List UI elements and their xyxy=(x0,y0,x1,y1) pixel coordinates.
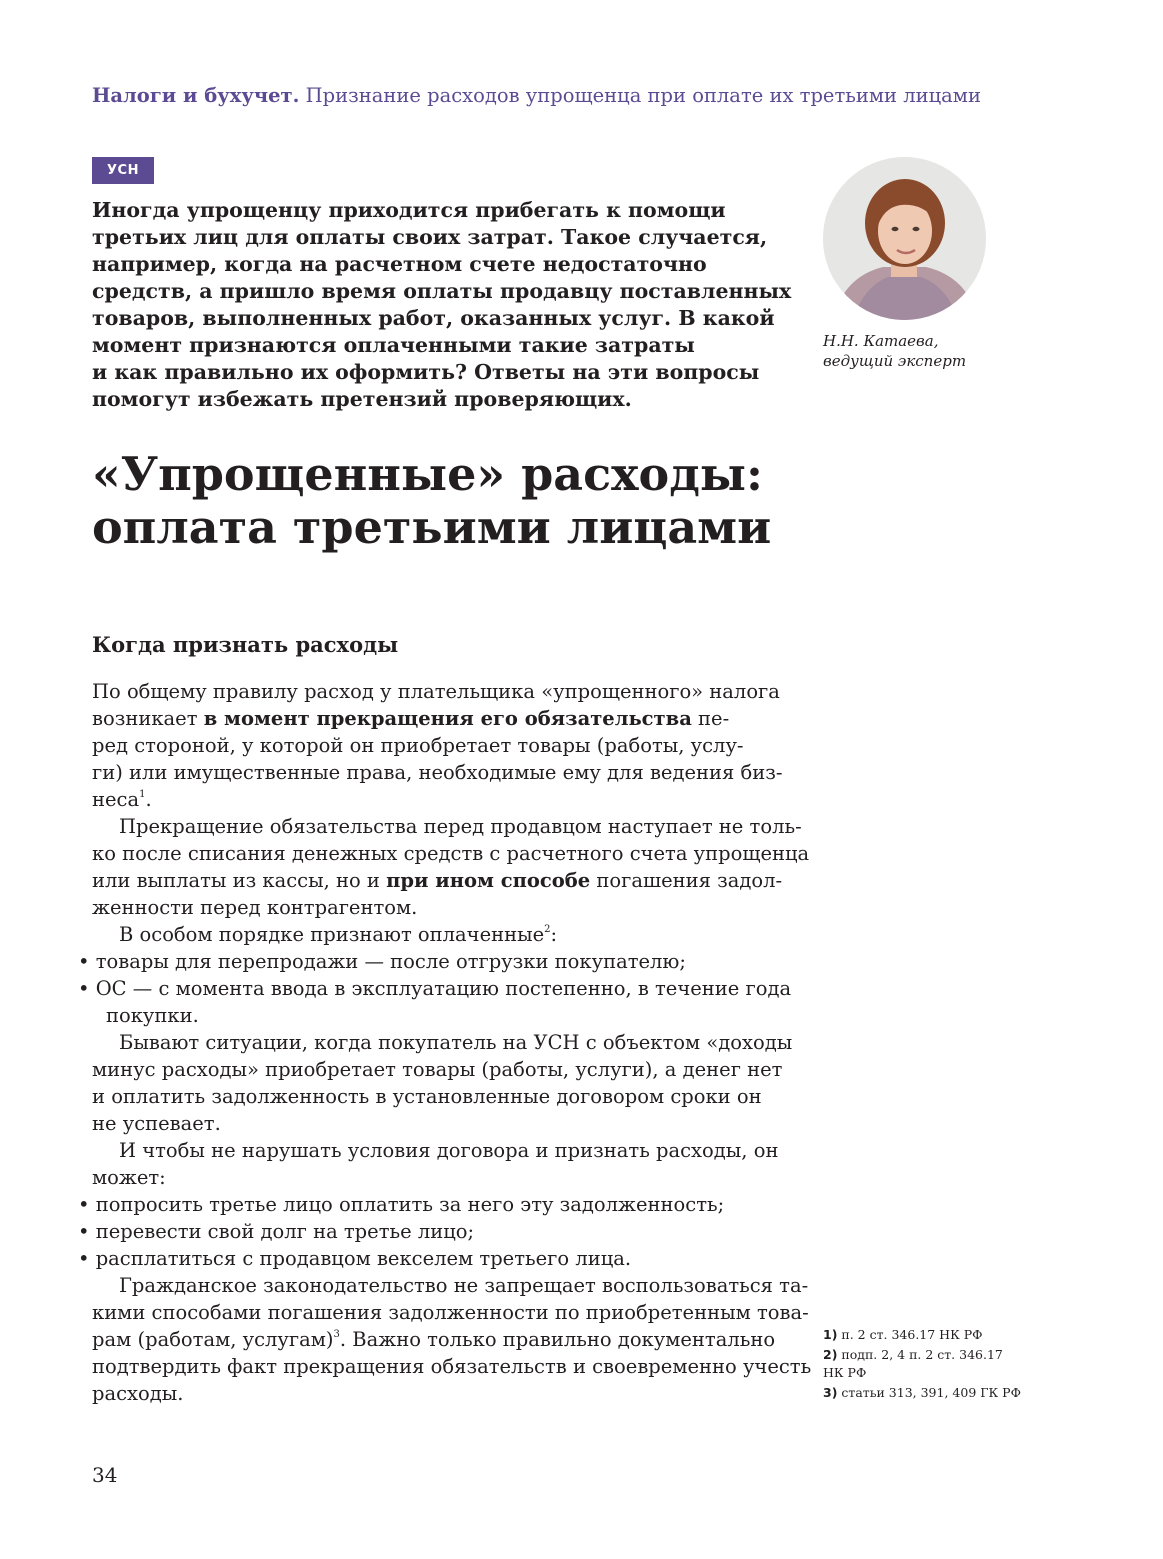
body-line: расходы. xyxy=(92,1382,184,1405)
body-line: ред стороной, у которой он приобретает товары (работы, услу- xyxy=(92,734,744,757)
body-line: не успевает. xyxy=(92,1112,221,1135)
lead-line: средств, а пришло время оплаты продавцу поставленных xyxy=(92,279,792,303)
footnote xyxy=(823,1384,1043,1402)
body-line xyxy=(92,1326,792,1353)
lead-line: третьих лиц для оплаты своих затрат. Такое случается, xyxy=(92,225,768,249)
footnote-text-continuation: НК РФ xyxy=(823,1365,867,1380)
text: . xyxy=(145,788,152,811)
footnote-number: 1) xyxy=(823,1327,838,1342)
text: неса xyxy=(92,788,140,811)
body-line xyxy=(92,921,792,948)
section-heading: Когда признать расходы xyxy=(92,632,399,657)
text: . Важно только правильно документально xyxy=(339,1328,776,1351)
body-line: минус расходы» приобретает товары (работы, услуги), а денег нет xyxy=(92,1058,783,1081)
author-position: ведущий эксперт xyxy=(823,352,967,370)
body-line: ги) или имущественные права, необходимые ему для ведения биз- xyxy=(92,761,783,784)
footnote-ref: 3 xyxy=(333,1329,340,1340)
list-item: • перевести свой долг на третье лицо; xyxy=(78,1220,475,1243)
author-name: Н.Н. Катаева, xyxy=(823,332,939,350)
text: пе- xyxy=(691,707,730,730)
list-item: • попросить третье лицо оплатить за него эту задолженность; xyxy=(78,1193,725,1216)
text: : xyxy=(550,923,558,946)
header-section: Налоги и бухучет. xyxy=(92,84,300,107)
title-line: «Упрощенные» расходы: xyxy=(92,447,763,501)
emphasis: в момент прекращения его обязательства xyxy=(203,707,692,730)
list-item: • товары для перепродажи — после отгрузки покупателю; xyxy=(78,950,686,973)
footnote-text: статьи 313, 391, 409 ГК РФ xyxy=(841,1385,1021,1400)
header-article-title: Признание расходов упрощенца при оплате их третьими лицами xyxy=(305,84,981,107)
body-line: Прекращение обязательства перед продавцом наступает не толь- xyxy=(119,815,802,838)
footnote-ref: 1 xyxy=(139,789,146,800)
body-line: женности перед контрагентом. xyxy=(92,896,418,919)
lead-line: товаров, выполненных работ, оказанных услуг. В какой xyxy=(92,306,775,330)
footnote-text: подп. 2, 4 п. 2 ст. 346.17 xyxy=(841,1347,1003,1362)
list-item: • расплатиться с продавцом векселем третьего лица. xyxy=(78,1247,632,1270)
footnotes xyxy=(823,1326,1043,1404)
body-line: кими способами погашения задолженности по приобретенным това- xyxy=(92,1301,809,1324)
body-line: ко после списания денежных средств с расчетного счета упрощенца xyxy=(92,842,810,865)
body-line: По общему правилу расход у плательщика «упрощенного» налога xyxy=(92,680,780,703)
title-line: оплата третьими лицами xyxy=(92,500,772,554)
body-line: подтвердить факт прекращения обязательств и своевременно учесть xyxy=(92,1355,812,1378)
body-line: и оплатить задолженность в установленные договором сроки он xyxy=(92,1085,762,1108)
lead-line: и как правильно их оформить? Ответы на эти вопросы xyxy=(92,360,760,384)
page-number: 34 xyxy=(92,1463,118,1487)
text: рам (работам, услугам) xyxy=(92,1328,334,1351)
text: В особом порядке признают оплаченные xyxy=(119,923,545,946)
body-line: Бывают ситуации, когда покупатель на УСН с объектом «доходы xyxy=(119,1031,793,1054)
article-body xyxy=(78,678,812,1407)
list-item: • ОС — с момента ввода в эксплуатацию постепенно, в течение года xyxy=(78,977,792,1000)
footnote-text: п. 2 ст. 346.17 НК РФ xyxy=(841,1327,983,1342)
author-caption xyxy=(823,331,1023,371)
body-line xyxy=(92,705,792,732)
footnote-number: 2) xyxy=(823,1347,838,1362)
list-item-continuation: покупки. xyxy=(106,1004,199,1027)
body-line: И чтобы не нарушать условия договора и признать расходы, он xyxy=(119,1139,779,1162)
body-line: Гражданское законодательство не запрещает воспользоваться та- xyxy=(119,1274,809,1297)
category-tag: УСН xyxy=(92,157,154,184)
lead-line: Иногда упрощенцу приходится прибегать к помощи xyxy=(92,198,726,222)
author-photo xyxy=(823,157,986,320)
footnote-number: 3) xyxy=(823,1385,838,1400)
footnote xyxy=(823,1346,1043,1382)
lead-line: помогут избежать претензий проверяющих. xyxy=(92,387,632,411)
running-header xyxy=(92,84,1092,107)
text: возникает xyxy=(92,707,204,730)
text: или выплаты из кассы, но и xyxy=(92,869,387,892)
emphasis: при ином способе xyxy=(386,869,591,892)
footnote xyxy=(823,1326,1043,1344)
footnote-ref: 2 xyxy=(544,924,551,935)
author-portrait-image xyxy=(823,157,986,320)
text: погашения задол- xyxy=(590,869,783,892)
body-line xyxy=(92,786,792,813)
lead-line: момент признаются оплаченными такие затраты xyxy=(92,333,695,357)
article-title xyxy=(92,448,852,554)
lead-paragraph xyxy=(92,197,792,413)
lead-line: например, когда на расчетном счете недостаточно xyxy=(92,252,707,276)
body-line xyxy=(92,867,792,894)
body-line: может: xyxy=(92,1166,166,1189)
